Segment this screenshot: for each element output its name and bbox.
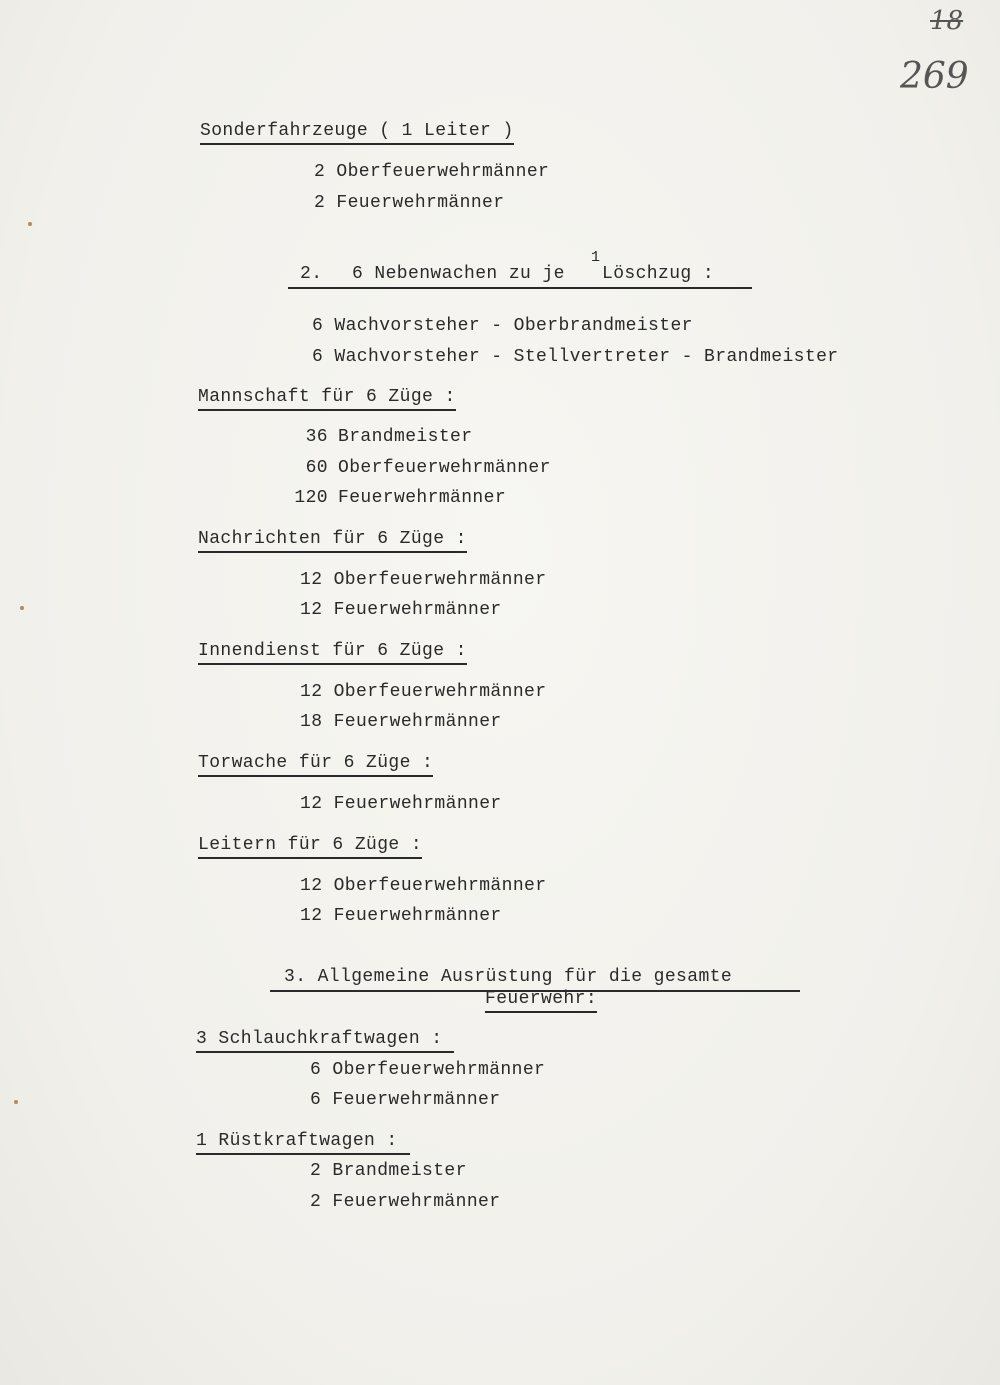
heading-sonderfahrzeuge: Sonderfahrzeuge ( 1 Leiter ) xyxy=(200,120,514,145)
schlauch-line-2: 6 Feuerwehrmänner xyxy=(310,1090,501,1110)
wachvorsteher-line-2: 6 Wachvorsteher - Stellvertreter - Brandmeister xyxy=(312,347,839,367)
mannschaft-text-1: Brandmeister xyxy=(338,427,473,447)
innendienst-line-1: 12 Oberfeuerwehrmänner xyxy=(300,682,547,702)
heading-leitern: Leitern für 6 Züge : xyxy=(198,834,422,859)
sonder-line-2: 2 Feuerwehrmänner xyxy=(314,193,505,213)
paper-speck xyxy=(14,1100,18,1104)
section-3-line-1: 3. Allgemeine Ausrüstung für die gesamte xyxy=(284,967,733,987)
ruest-line-2: 2 Feuerwehrmänner xyxy=(310,1192,501,1212)
torwache-line-1: 12 Feuerwehrmänner xyxy=(300,794,502,814)
mannschaft-number-3: 120 xyxy=(294,488,328,508)
schlauch-line-1: 6 Oberfeuerwehrmänner xyxy=(310,1060,546,1080)
section-2-heading xyxy=(288,249,752,289)
wachvorsteher-line-1: 6 Wachvorsteher - Oberbrandmeister xyxy=(312,316,693,336)
mannschaft-text-2: Oberfeuerwehrmänner xyxy=(338,458,551,478)
section-3-line-2: Feuerwehr: xyxy=(485,988,597,1013)
paper-speck xyxy=(28,222,32,226)
nachrichten-line-1: 12 Oberfeuerwehrmänner xyxy=(300,570,547,590)
sonder-line-1: 2 Oberfeuerwehrmänner xyxy=(314,162,550,182)
leitern-line-1: 12 Oberfeuerwehrmänner xyxy=(300,876,547,896)
section-2-title-pre: 6 Nebenwachen zu je xyxy=(352,264,565,284)
nachrichten-line-2: 12 Feuerwehrmänner xyxy=(300,600,502,620)
section-2-insert: 1 xyxy=(591,249,601,266)
mannschaft-text-3: Feuerwehrmänner xyxy=(338,488,507,508)
old-page-number: 18 xyxy=(930,6,964,36)
heading-schlauchkraftwagen: 3 Schlauchkraftwagen : xyxy=(196,1028,454,1053)
mannschaft-number-1: 36 xyxy=(305,427,328,447)
heading-nachrichten: Nachrichten für 6 Züge : xyxy=(198,528,467,553)
heading-innendienst: Innendienst für 6 Züge : xyxy=(198,640,467,665)
paper-speck xyxy=(20,606,24,610)
new-page-number: 269 xyxy=(900,56,969,97)
mannschaft-number-2: 60 xyxy=(305,458,328,478)
section-2-number: 2. xyxy=(300,264,323,284)
ruest-line-1: 2 Brandmeister xyxy=(310,1161,467,1181)
section-2-title-post: Löschzug : xyxy=(602,264,715,284)
heading-torwache: Torwache für 6 Züge : xyxy=(198,752,433,777)
heading-ruestkraftwagen: 1 Rüstkraftwagen : xyxy=(196,1130,410,1155)
heading-mannschaft: Mannschaft für 6 Züge : xyxy=(198,386,456,411)
innendienst-line-2: 18 Feuerwehrmänner xyxy=(300,712,502,732)
leitern-line-2: 12 Feuerwehrmänner xyxy=(300,906,502,926)
